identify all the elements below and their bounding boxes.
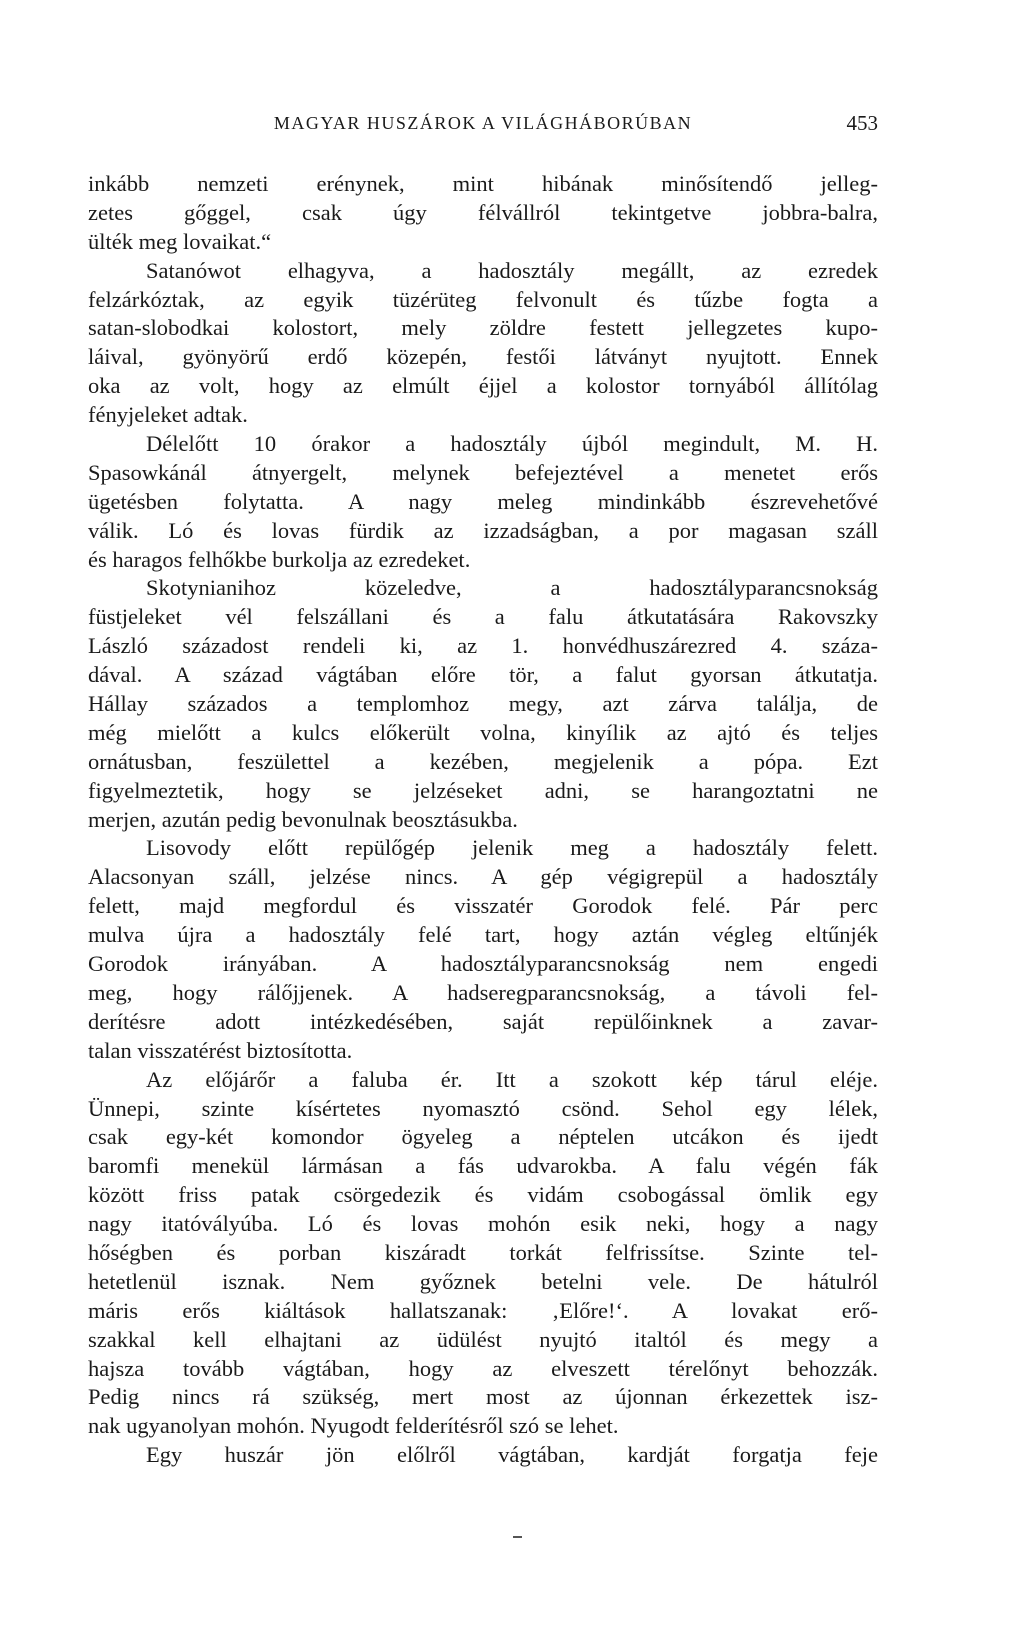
- text-line: inkább nemzeti erénynek, mint hibának minősítendő jelleg-: [88, 171, 878, 196]
- text-line: láival, gyönyörű erdő közepén, festői látványt nyujtott. Ennek: [88, 344, 878, 370]
- text-line: és haragos felhőkbe burkolja az ezredeket.: [88, 546, 471, 572]
- text-line: Alacsonyan száll, jelzése nincs. A gép végigrepül a hadosztály: [88, 864, 878, 890]
- text-line: figyelmeztetik, hogy se jelzéseket adni, se harangoztatni ne: [88, 777, 878, 803]
- text-line: Gorodok irányában. A hadosztályparancsnokság nem engedi: [88, 951, 878, 977]
- text-line: ülték meg lovaikat.“: [88, 228, 272, 254]
- running-head: [88, 108, 878, 138]
- text-line: mulva újra a hadosztály felé tart, hogy aztán végleg eltűnjék: [88, 922, 878, 948]
- text-line: merjen, azután pedig bevonulnak beosztásukba.: [88, 806, 518, 832]
- text-line: hetetlenül isznak. Nem győznek betelni vele. De hátulról: [88, 1268, 878, 1294]
- running-title: MAGYAR HUSZÁROK A VILÁGHÁBORÚBAN: [273, 113, 693, 133]
- text-line: Ünnepi, szinte kísértetes nyomasztó csönd. Sehol egy lélek,: [88, 1095, 878, 1121]
- text-line: fényjeleket adtak.: [88, 402, 248, 428]
- text-line: válik. Ló és lovas fürdik az izzadságban, a por magasan száll: [88, 517, 878, 543]
- body-text: [88, 170, 878, 1470]
- text-line: satan-slobodkai kolostort, mely zöldre festett jellegzetes kupo-: [88, 315, 878, 341]
- text-line: meg, hogy rálőjjenek. A hadseregparancsnokság, a távoli fel-: [88, 979, 878, 1005]
- page-number: 453: [846, 111, 878, 135]
- text-line: derítésre adott intézkedésében, saját repülőinknek a zavar-: [88, 1008, 878, 1034]
- print-mark: [513, 1536, 522, 1538]
- text-line: nak ugyanolyan mohón. Nyugodt felderítésről szó se lehet.: [88, 1413, 619, 1439]
- text-line: ügetésben folytatta. A nagy meleg mindinkább észrevehetővé: [88, 488, 878, 514]
- text-line: máris erős kiáltások hallatszanak: ‚Előre!‘. A lovakat erő-: [88, 1297, 878, 1323]
- text-line: Lisovody előtt repülőgép jelenik meg a hadosztály felett.: [146, 835, 878, 861]
- text-line: hajsza tovább vágtában, hogy az elveszett térelőnyt behozzák.: [88, 1355, 878, 1381]
- text-line: felzárkóztak, az egyik tüzérüteg felvonult és tűzbe fogta a: [88, 286, 878, 312]
- text-line: csak egy-két komondor ögyeleg a néptelen utcákon és ijedt: [88, 1124, 878, 1150]
- text-line: Délelőtt 10 órakor a hadosztály újból megindult, M. H.: [146, 431, 878, 457]
- text-line: Satanówot elhagyva, a hadosztály megállt, az ezredek: [146, 257, 878, 283]
- text-line: Spasowkánál átnyergelt, melynek befejeztével a menetet erős: [88, 459, 878, 485]
- text-line: baromfi menekül lármásan a fás udvarokba. A falu végén fák: [88, 1153, 878, 1179]
- text-line: dával. A század vágtában előre tör, a falut gyorsan átkutatja.: [88, 662, 878, 688]
- text-line: talan visszatérést biztosította.: [88, 1037, 353, 1063]
- text-line: ornátusban, feszülettel a kezében, megjelenik a pópa. Ezt: [88, 748, 878, 774]
- text-line: nagy itatóvályúba. Ló és lovas mohón esik neki, hogy a nagy: [88, 1211, 878, 1237]
- text-line: Az előjárőr a faluba ér. Itt a szokott kép tárul eléje.: [146, 1066, 878, 1092]
- text-line: felett, majd megfordul és visszatér Gorodok felé. Pár perc: [88, 893, 878, 919]
- text-line: szakkal kell elhajtani az üdülést nyujtó italtól és megy a: [88, 1326, 878, 1352]
- text-line: még mielőtt a kulcs előkerült volna, kinyílik az ajtó és teljes: [88, 719, 878, 745]
- text-line: füstjeleket vél felszállani és a falu átkutatására Rakovszky: [88, 604, 878, 630]
- text-line: Pedig nincs rá szükség, mert most az újonnan érkezettek isz-: [88, 1384, 878, 1410]
- text-line: zetes gőggel, csak úgy félvállról tekintgetve jobbra-balra,: [88, 199, 878, 225]
- text-line: hőségben és porban kiszáradt torkát felfrissítse. Szinte tel-: [88, 1239, 878, 1265]
- text-line: között friss patak csörgedezik és vidám csobogással ömlik egy: [88, 1182, 878, 1208]
- text-line: oka az volt, hogy az elmúlt éjjel a kolostor tornyából állítólag: [88, 373, 878, 399]
- text-line: László századost rendeli ki, az 1. honvédhuszárezred 4. száza-: [88, 633, 878, 659]
- text-line: Skotynianihoz közeledve, a hadosztályparancsnokság: [146, 575, 878, 601]
- text-line: Hállay százados a templomhoz megy, azt zárva találja, de: [88, 691, 878, 717]
- text-line: Egy huszár jön előlről vágtában, kardját forgatja feje: [146, 1442, 878, 1468]
